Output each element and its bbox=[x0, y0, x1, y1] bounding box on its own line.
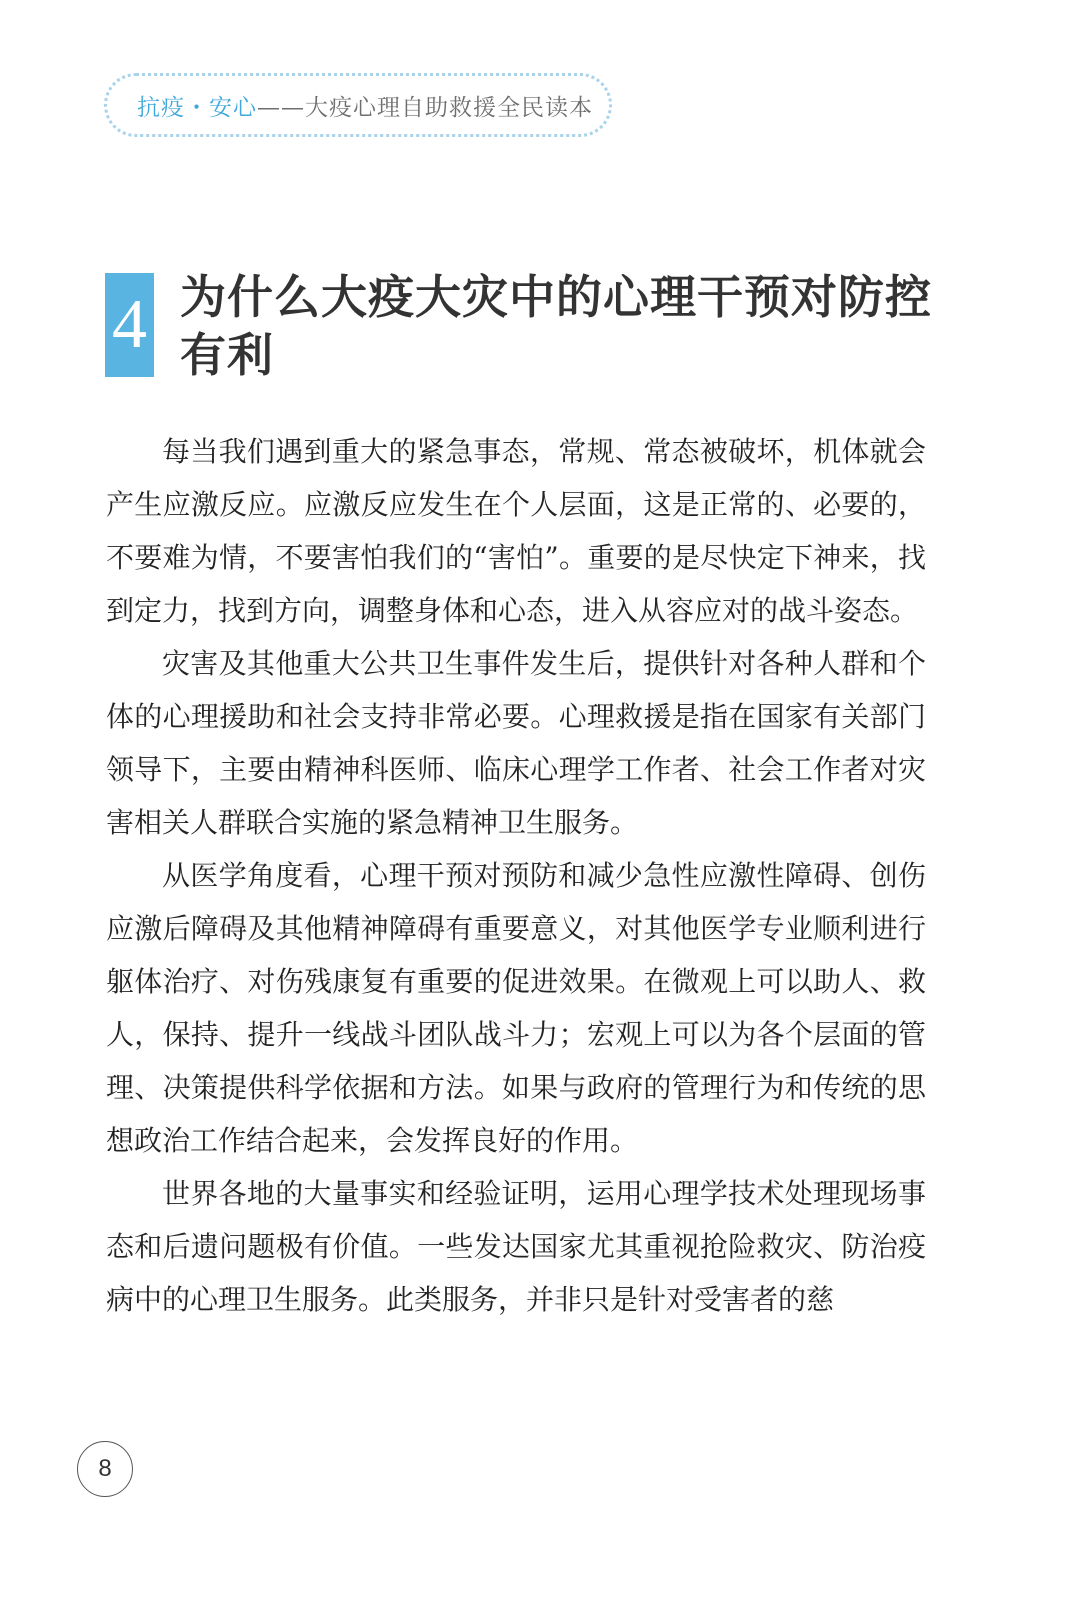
paragraph: 灾害及其他重大公共卫生事件发生后，提供针对各种人群和个体的心理援助和社会支持非常必要。心理救援是指在国家有关部门领导下，主要由精神科医师、临床心理学工作者、社会工作者对灾害相关人群联合实施的紧急精神卫生服务。 bbox=[106, 647, 926, 839]
paragraph: 世界各地的大量事实和经验证明，运用心理学技术处理现场事态和后遗问题极有价值。一些发达国家尤其重视抢险救灾、防治疫病中的心理卫生服务。此类服务，并非只是针对受害者的慈 bbox=[106, 1177, 926, 1316]
paragraph: 每当我们遇到重大的紧急事态，常规、常态被破坏，机体就会产生应激反应。应激反应发生在个人层面，这是正常的、必要的，不要难为情，不要害怕我们的“害怕”。重要的是尽快定下神来，找到定力，找到方向，调整身体和心态，进入从容应对的战斗姿态。 bbox=[106, 435, 926, 627]
paragraph: 从医学角度看，心理干预对预防和减少急性应激性障碍、创伤应激后障碍及其他精神障碍有重要意义，对其他医学专业顺利进行躯体治疗、对伤残康复有重要的促进效果。在微观上可以助人、救人，保持、提升一线战斗团队战斗力；宏观上可以为各个层面的管理、决策提供科学依据和方法。如果与政府的管理行为和传统的思想政治工作结合起来，会发挥良好的作用。 bbox=[106, 859, 926, 1157]
series-title-rest: ——大疫心理自助救援全民读本 bbox=[257, 94, 593, 121]
chapter-number-box: 4 bbox=[105, 273, 154, 377]
chapter-title: 为什么大疫大灾中的心理干预对防控有利 bbox=[180, 270, 932, 382]
body-text bbox=[106, 425, 926, 1326]
book-series-header bbox=[104, 73, 612, 137]
series-title-accent: 抗疫・安心 bbox=[137, 94, 257, 121]
page-number: 8 bbox=[77, 1441, 133, 1497]
